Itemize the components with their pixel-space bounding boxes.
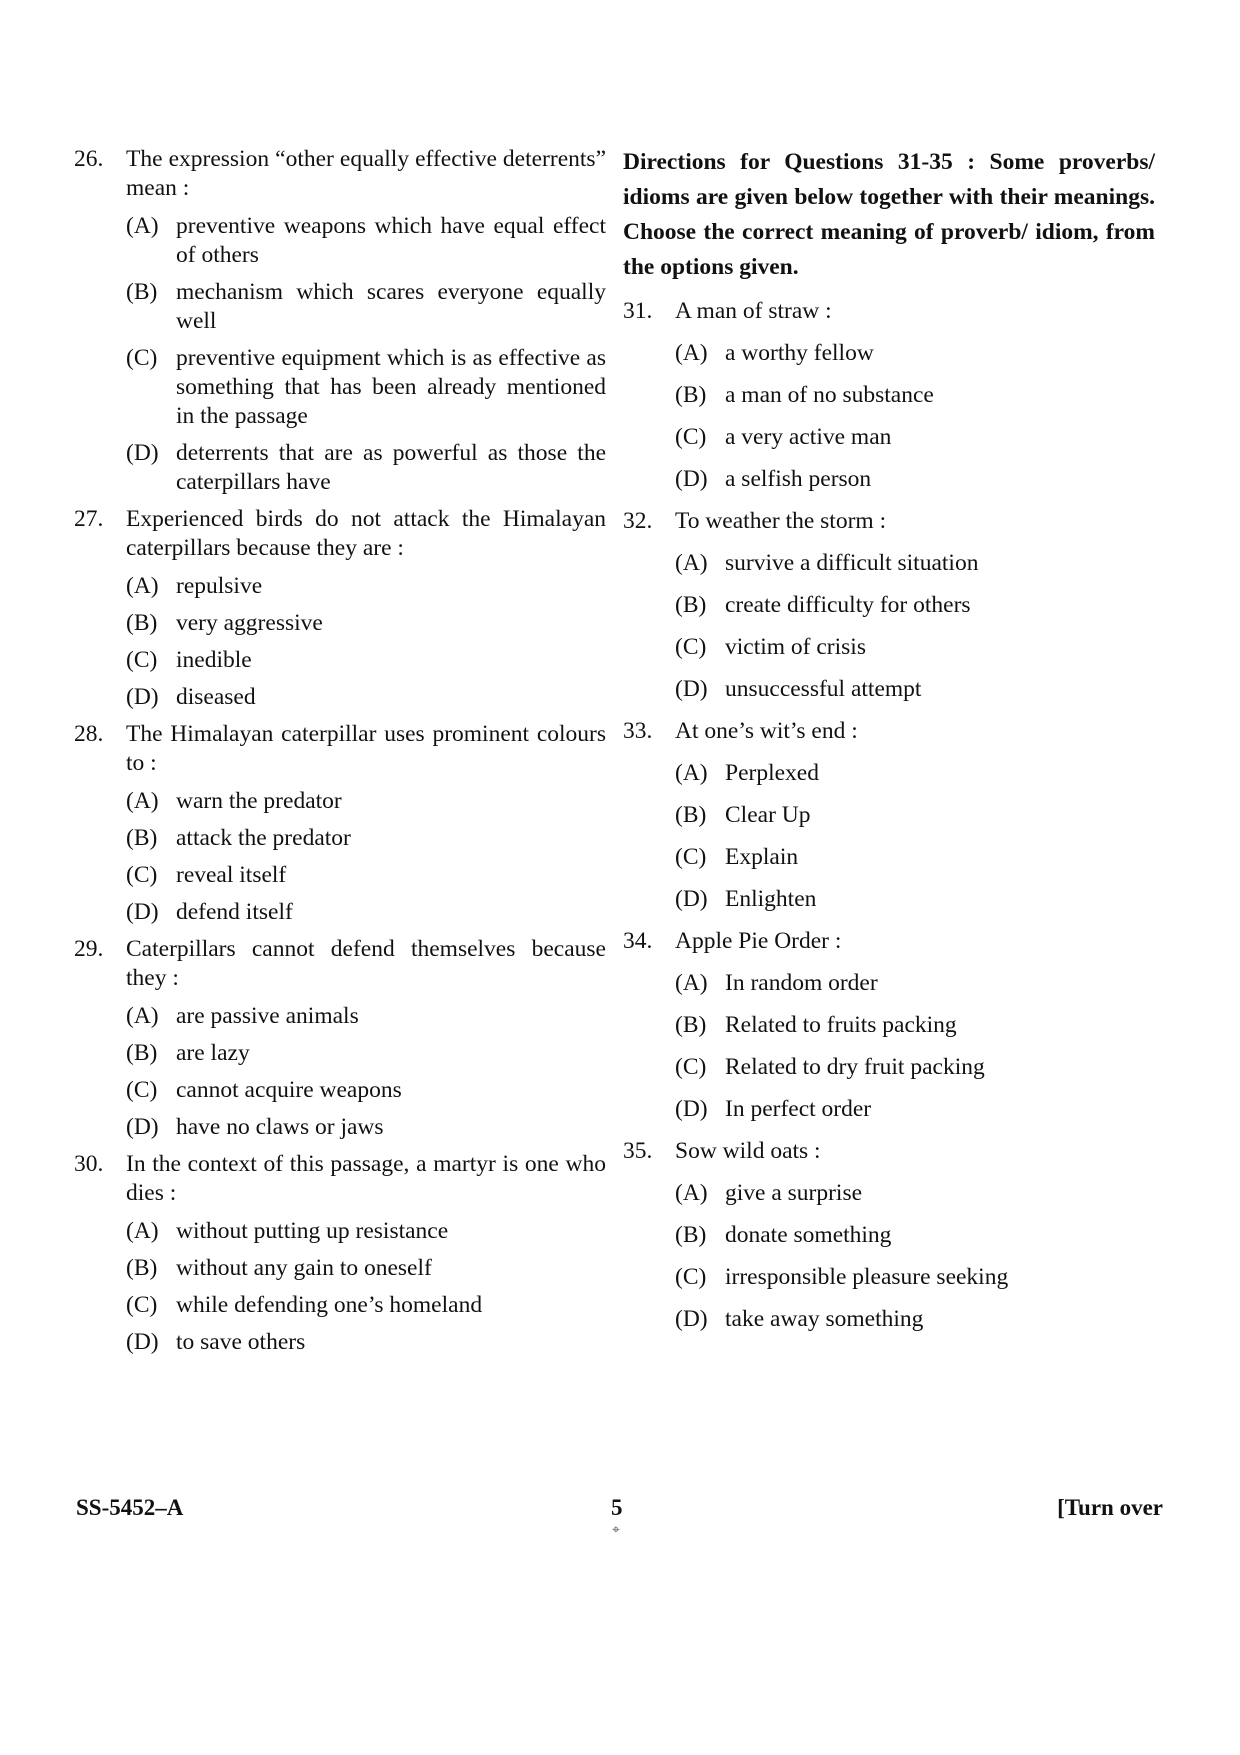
option-text: defend itself [176,899,293,925]
option-label: (D) [126,1329,159,1355]
option-text: Explain [725,844,799,870]
option-item [675,1305,1155,1334]
option-label: (A) [126,1003,159,1029]
question-text: The expression “other equally effective deterrents” mean : [126,146,606,201]
option-item [675,885,1155,914]
question-text: Apple Pie Order : [675,928,842,954]
question-text: The Himalayan caterpillar uses prominent colours to : [126,721,606,776]
option-item [675,633,1155,662]
option-text: a very active man [725,424,892,450]
option-label: (A) [675,760,708,786]
option-text: Related to fruits packing [725,1012,957,1038]
option-list [126,787,606,927]
question-text: A man of straw : [675,298,832,324]
option-item [126,439,606,497]
option-item [126,1039,606,1068]
option-text: to save others [176,1329,306,1355]
option-label: (A) [126,788,159,814]
option-label: (B) [126,610,158,636]
option-text: warn the predator [176,788,342,814]
option-text: give a surprise [725,1180,863,1206]
option-item [675,759,1155,788]
right-column [623,145,1155,1347]
question-text: Sow wild oats : [675,1138,821,1164]
question-27 [74,505,606,712]
option-label: (C) [126,1292,158,1318]
question-text: To weather the storm : [675,508,887,534]
option-label: (C) [126,1077,158,1103]
option-text: victim of crisis [725,634,866,660]
option-item [675,1053,1155,1082]
option-item [675,465,1155,494]
option-text: reveal itself [176,862,287,888]
option-text: without any gain to oneself [176,1255,432,1281]
option-label: (D) [126,1114,159,1140]
option-item [675,1179,1155,1208]
option-text: Related to dry fruit packing [725,1054,985,1080]
question-number: 32. [623,508,653,534]
option-item [675,1011,1155,1040]
option-label: (C) [675,1264,707,1290]
directions-text: Directions for Questions 31-35 : Some proverbs/ idioms are given below together with their meanings. Choose the correct meaning of proverb/ idiom, from the options given. [623,149,1155,280]
question-number: 34. [623,928,653,954]
option-text: mechanism which scares everyone equally well [176,279,606,334]
option-item [675,1095,1155,1124]
question-30 [74,1150,606,1357]
option-text: Clear Up [725,802,811,828]
option-text: Enlighten [725,886,817,912]
option-label: (D) [675,676,708,702]
question-text: Caterpillars cannot defend themselves because they : [126,936,606,991]
option-text: repulsive [176,573,263,599]
option-item [126,1254,606,1283]
option-text: are lazy [176,1040,250,1066]
option-text: Perplexed [725,760,819,786]
option-item [126,1217,606,1246]
question-32 [623,507,1155,704]
option-item [675,1221,1155,1250]
option-label: (C) [126,647,158,673]
option-text: very aggressive [176,610,323,636]
question-number: 26. [74,146,104,172]
option-label: (D) [675,1306,708,1332]
option-label: (A) [675,1180,708,1206]
option-label: (C) [675,424,707,450]
option-label: (C) [675,634,707,660]
option-item [126,278,606,336]
option-item [126,344,606,431]
option-text: preventive equipment which is as effective as something that has been already mentioned in the passage [176,345,606,429]
option-item [126,1291,606,1320]
option-label: (C) [675,1054,707,1080]
option-text: while defending one’s homeland [176,1292,483,1318]
question-34 [623,927,1155,1124]
option-text: a worthy fellow [725,340,874,366]
option-list [126,212,606,497]
paper-code: SS-5452–A [76,1495,184,1520]
option-text: cannot acquire weapons [176,1077,402,1103]
option-text: irresponsible pleasure seeking [725,1264,1009,1290]
option-label: (A) [675,970,708,996]
option-text: diseased [176,684,256,710]
option-text: In random order [725,970,878,996]
option-label: (A) [126,213,159,239]
option-text: donate something [725,1222,892,1248]
option-label: (A) [126,573,159,599]
option-item [675,339,1155,368]
question-text: Experienced birds do not attack the Himalayan caterpillars because they are : [126,506,606,561]
option-item [126,683,606,712]
option-label: (B) [126,825,158,851]
question-31 [623,297,1155,494]
option-item [675,591,1155,620]
question-26 [74,145,606,497]
option-item [126,824,606,853]
option-label: (D) [126,684,159,710]
option-label: (B) [675,382,707,408]
option-label: (B) [675,1012,707,1038]
option-label: (A) [675,340,708,366]
question-text: At one’s wit’s end : [675,718,858,744]
question-35 [623,1137,1155,1334]
option-label: (A) [675,550,708,576]
option-text: preventive weapons which have equal effect of others [176,213,606,268]
option-item [126,609,606,638]
option-label: (D) [675,1096,708,1122]
option-text: unsuccessful attempt [725,676,922,702]
option-item [126,212,606,270]
question-29 [74,935,606,1142]
option-label: (A) [126,1218,159,1244]
option-label: (C) [126,862,158,888]
option-label: (D) [675,886,708,912]
registration-mark-icon: ⌖ [612,1523,620,1538]
option-label: (D) [126,440,159,466]
option-list [126,572,606,712]
option-item [675,675,1155,704]
option-text: deterrents that are as powerful as those the caterpillars have [176,440,606,495]
option-item [675,381,1155,410]
option-text: attack the predator [176,825,351,851]
option-label: (C) [126,345,158,371]
option-item [126,898,606,927]
option-list [126,1217,606,1357]
option-label: (D) [675,466,708,492]
option-text: have no claws or jaws [176,1114,384,1140]
page-number: 5 [611,1495,623,1520]
option-item [126,1076,606,1105]
option-item [126,572,606,601]
option-label: (B) [675,802,707,828]
question-number: 30. [74,1151,104,1177]
option-label: (C) [675,844,707,870]
question-number: 28. [74,721,104,747]
option-item [675,969,1155,998]
option-text: without putting up resistance [176,1218,449,1244]
question-number: 33. [623,718,653,744]
option-item [675,801,1155,830]
option-item [126,646,606,675]
option-item [675,1263,1155,1292]
option-list [675,1179,1155,1334]
question-number: 29. [74,936,104,962]
option-list [675,339,1155,494]
question-text: In the context of this passage, a martyr is one who dies : [126,1151,606,1206]
left-column [74,145,606,1365]
option-text: inedible [176,647,252,673]
option-list [126,1002,606,1142]
option-item [126,861,606,890]
right-question-list [623,297,1155,1334]
option-label: (B) [675,1222,707,1248]
option-item [675,423,1155,452]
option-list [675,969,1155,1124]
question-28 [74,720,606,927]
question-number: 35. [623,1138,653,1164]
option-item [126,787,606,816]
option-item [126,1002,606,1031]
question-number: 31. [623,298,653,324]
option-text: take away something [725,1306,924,1332]
option-label: (B) [126,1040,158,1066]
turn-over-label: [Turn over [1057,1495,1163,1520]
option-item [126,1113,606,1142]
option-text: create difficulty for others [725,592,971,618]
question-33 [623,717,1155,914]
option-list [675,549,1155,704]
question-number: 27. [74,506,104,532]
option-text: In perfect order [725,1096,872,1122]
option-label: (B) [126,279,158,305]
option-text: a man of no substance [725,382,934,408]
option-label: (B) [675,592,707,618]
option-item [675,843,1155,872]
option-label: (B) [126,1255,158,1281]
option-item [126,1328,606,1357]
option-list [675,759,1155,914]
option-text: a selfish person [725,466,872,492]
option-label: (D) [126,899,159,925]
option-text: survive a difficult situation [725,550,979,576]
option-item [675,549,1155,578]
option-text: are passive animals [176,1003,359,1029]
